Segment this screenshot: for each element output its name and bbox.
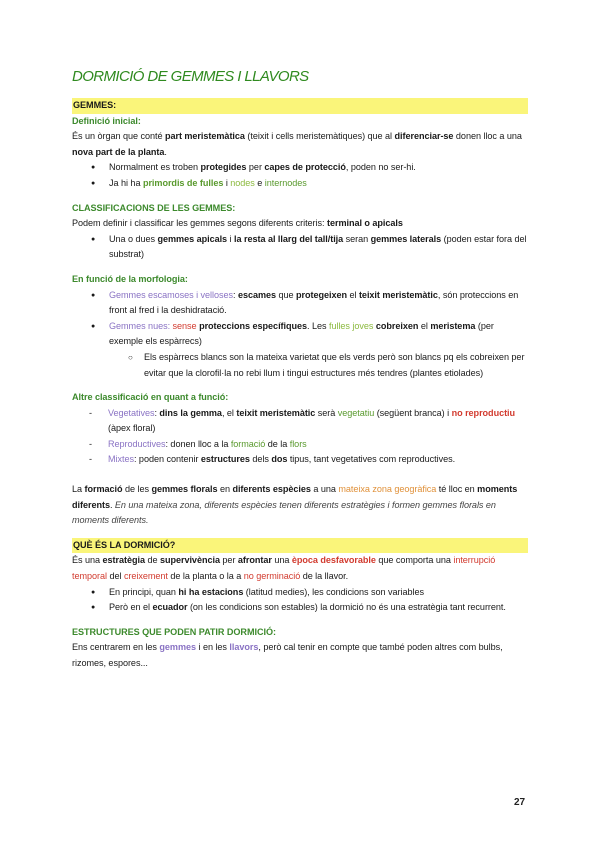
paragraph-dormicio: És una estratègia de supervivència per afrontar una època desfavorable que comporta una interrupció temporal del creixement de la planta o la a no germinació de la llavor.	[72, 555, 496, 582]
list-item: - Reproductives: donen lloc a la formació de la flors	[89, 437, 528, 453]
bullet-list-classificacions	[91, 232, 528, 263]
list-item: - Vegetatives: dins la gemma, el teixit meristemàtic serà vegetatiu (següent branca) i no reproductiu (àpex floral)	[89, 406, 528, 437]
list-item: ○ Els espàrrecs blancs son la mateixa varietat que els verds però son blancs pq els cobreixen per evitar que la clorofil·la no rebi llum i tingui estructures més tendres (plantes etiolades)	[128, 350, 528, 381]
subheading-classificacions: CLASSIFICACIONS DE LES GEMMES:	[72, 202, 236, 213]
list-item: ● Una o dues gemmes apicals i la resta al llarg del tall/tija seran gemmes laterals (poden estar fora del substrat)	[91, 232, 528, 263]
list-item: ● Normalment es troben protegides per capes de protecció, poden no ser-hi.	[91, 160, 528, 176]
list-item: ● Ja hi ha primordis de fulles i nodes e internodes	[91, 176, 528, 192]
list-item: - Mixtes: poden contenir estructures dels dos tipus, tant vegetatives com reproductives.	[89, 452, 528, 468]
list-item: ● Gemmes nues: sense proteccions específiques. Les fulles joves cobreixen el meristema (per exemple els espàrrecs)	[91, 319, 528, 350]
paragraph-formacio: La formació de les gemmes florals en diferents espècies a una mateixa zona geogràfica té lloc en moments diferents. En una mateixa zona, diferents espècies tenen diferents estratègies i formen gemmes florals en moments diferents.	[72, 484, 518, 526]
page-number: 27	[514, 797, 526, 808]
document-content	[72, 68, 528, 672]
paragraph-estructures: Ens centrarem en les gemmes i en les llavors, però cal tenir en compte que també poden altres com bulbs, rizomes, espores...	[72, 642, 503, 668]
subheading-definicio: Definició inicial:	[72, 115, 141, 126]
paragraph-definicio: És un òrgan que conté part meristemàtica (teixit i cells meristemàtiques) que al diferenciar-se donen lloc a una nova part de la planta.	[72, 131, 522, 157]
list-item: ● Però en el ecuador (on les condicions son estables) la dormició no és una estratègia tant recurrent.	[91, 600, 528, 616]
dash-list-funcio	[89, 406, 528, 468]
subheading-morfologia: En funció de la morfologia:	[72, 273, 188, 284]
list-item: ● En principi, quan hi ha estacions (latitud medies), les condicions son variables	[91, 585, 528, 601]
sub-list-esparrecs	[128, 350, 528, 381]
paragraph-classificacions: Podem definir i classificar les gemmes segons diferents criteris: terminal o apicals	[72, 218, 403, 229]
list-item: ● Gemmes escamoses i velloses: escames que protegeixen el teixit meristemàtic, són proteccions en front al fred i la deshidratació.	[91, 288, 528, 319]
bullet-list-morfologia	[91, 288, 528, 350]
subheading-estructures: ESTRUCTURES QUE PODEN PATIR DORMICIÓ:	[72, 626, 276, 637]
bullet-list-gemmes	[91, 160, 528, 191]
section-header-gemmes: GEMMES:	[72, 98, 528, 114]
section-header-dormicio: QUÈ ÉS LA DORMICIÓ?	[72, 538, 528, 554]
subheading-funcio: Altre classificació en quant a funció:	[72, 392, 229, 403]
bullet-list-dormicio	[91, 585, 528, 616]
page-title: DORMICIÓ DE GEMMES I LLAVORS	[72, 68, 309, 85]
